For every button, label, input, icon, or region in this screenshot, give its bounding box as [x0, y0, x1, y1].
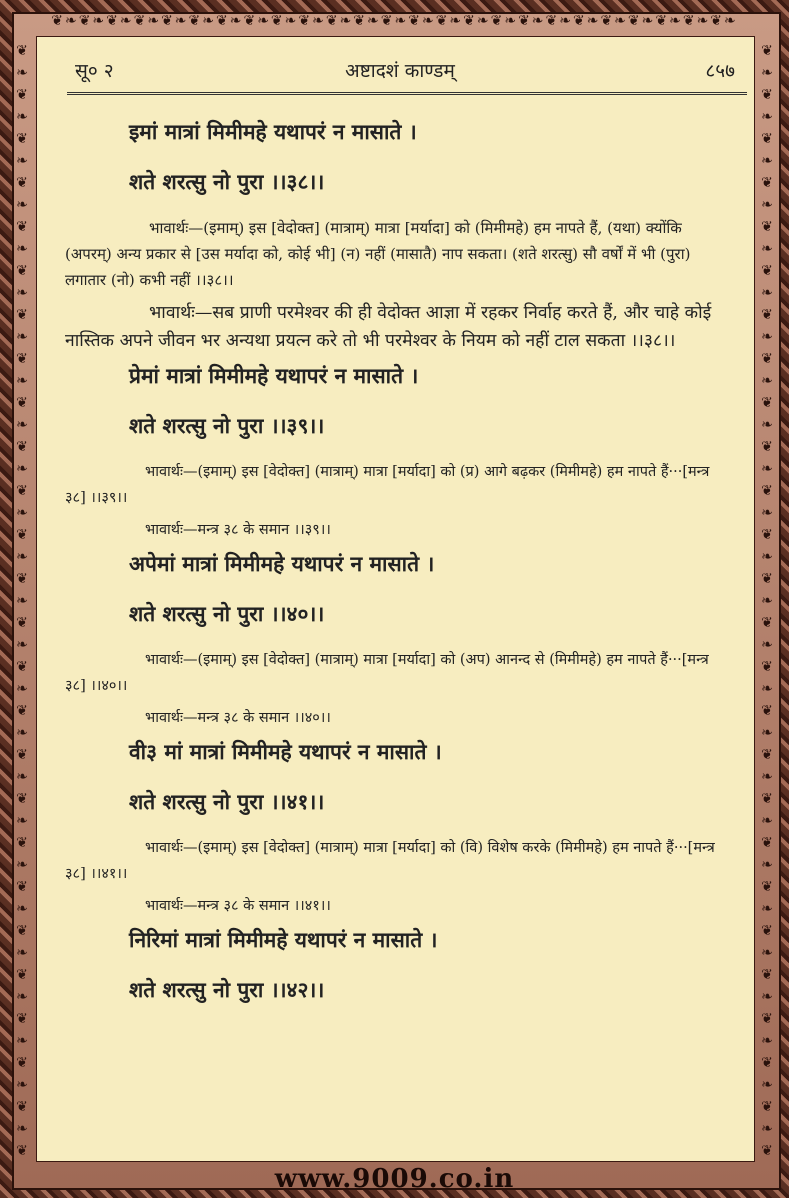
- word-meaning: भावार्थः—(इमाम्) इस [वेदोक्त] (मात्राम्) मात्रा [मर्यादा] को (प्र) आगे बढ़कर (मिमीमहे) हम नापते हैं···[मन्त्र ३८] ।।३९।।: [65, 464, 710, 506]
- word-meaning: भावार्थः—(इमाम्) इस [वेदोक्त] (मात्राम्) मात्रा [मर्यादा] को (अप) आनन्द से (मिमीमहे) हम नापते हैं···[मन्त्र ३८] ।।४०।।: [65, 652, 709, 694]
- ornament-right: ❦ ❧ ❦ ❧ ❦ ❧ ❦ ❧ ❦ ❧ ❦ ❧ ❦ ❧ ❦ ❧ ❦ ❧ ❦ ❧ ❦ ❧ ❦ ❧ ❦ ❧ ❦ ❧ ❦ ❧ ❦ ❧ ❦ ❧ ❦ ❧ ❦ ❧ ❦ ❧ ❦ ❧ ❦ ❧ ❦ ❧ ❦ ❧ ❦ ❧ ❦: [761, 43, 773, 1158]
- verse-line: शते शरत्सु नो पुरा ।।३९।।: [129, 413, 325, 438]
- verse-line: वी३ मां मात्रां मिमीमहे यथापरं न मासाते ।: [129, 739, 442, 764]
- verse-line: शते शरत्सु नो पुरा ।।४०।।: [129, 601, 325, 626]
- kanda-title: अष्टादशं काण्डम्: [345, 60, 455, 82]
- verse-line: शते शरत्सु नो पुरा ।।४२।।: [129, 977, 325, 1002]
- word-meaning: भावार्थः—(इमाम्) इस [वेदोक्त] (मात्राम्) मात्रा [मर्यादा] को (मिमीमहे) हम नापते हैं, (यथा) क्योंकि (अपरम्) अन्य प्रकार से [उस मर्यादा को, कोई भी] (न) नहीं (मासातै) नाप सकता। (शते शरत्सु) सौ वर्षों में भी (पुरा) लगातार (नो) कभी नहीं ।।३८।।: [65, 219, 691, 289]
- page-header: [65, 57, 735, 85]
- website-url: www.9009.co.in: [274, 1164, 515, 1194]
- explanation: भावार्थः—सब प्राणी परमेश्वर की ही वेदोक्त आज्ञा में रहकर निर्वाह करते हैं, और चाहे कोई नास्तिक अपने जीवन भर अन्यथा प्रयत्न करे तो भी परमेश्वर के नियम को नहीं टाल सकता ।।३८।।: [65, 303, 712, 351]
- header-rule: [67, 92, 747, 95]
- page-number: ८५७: [705, 60, 735, 82]
- book-page: [36, 36, 755, 1162]
- ornament-left: ❦ ❧ ❦ ❧ ❦ ❧ ❦ ❧ ❦ ❧ ❦ ❧ ❦ ❧ ❦ ❧ ❦ ❧ ❦ ❧ ❦ ❧ ❦ ❧ ❦ ❧ ❦ ❧ ❦ ❧ ❦ ❧ ❦ ❧ ❦ ❧ ❦ ❧ ❦ ❧ ❦ ❧ ❦ ❧ ❦ ❧ ❦ ❧ ❦ ❧ ❦: [16, 43, 28, 1158]
- page-content: [65, 113, 731, 1023]
- word-meaning: भावार्थः—(इमाम्) इस [वेदोक्त] (मात्राम्) मात्रा [मर्यादा] को (वि) विशेष करके (मिमीमहे) हम नापते हैं···[मन्त्र ३८] ।।४१।।: [65, 840, 715, 882]
- explanation: भावार्थः—मन्त्र ३८ के समान ।।४१।।: [145, 898, 331, 914]
- verse-line: शते शरत्सु नो पुरा ।।४१।।: [129, 789, 325, 814]
- sukta-number: सू० २: [75, 60, 114, 82]
- explanation: भावार्थः—मन्त्र ३८ के समान ।।४०।।: [145, 710, 331, 726]
- verse-line: निरिमां मात्रां मिमीमहे यथापरं न मासाते ।: [129, 927, 438, 952]
- verse-line: अपेमां मात्रां मिमीमहे यथापरं न मासाते ।: [129, 551, 435, 576]
- ornament-top: ❦❧❦❧❦❧❦❧❦❧❦❧❦❧❦❧❦❧❦❧❦❧❦❧❦❧❦❧❦❧❦❧❦❧❦❧❦❧❦❧❦❧❦❧❦❧❦❧❦❧: [51, 13, 738, 29]
- verse-line: शते शरत्सु नो पुरा ।।३८।।: [129, 169, 325, 194]
- verse-line: प्रेमां मात्रां मिमीमहे यथापरं न मासाते ।: [129, 363, 419, 388]
- verse-line: इमां मात्रां मिमीमहे यथापरं न मासाते ।: [129, 119, 417, 144]
- explanation: भावार्थः—मन्त्र ३८ के समान ।।३९।।: [145, 522, 331, 538]
